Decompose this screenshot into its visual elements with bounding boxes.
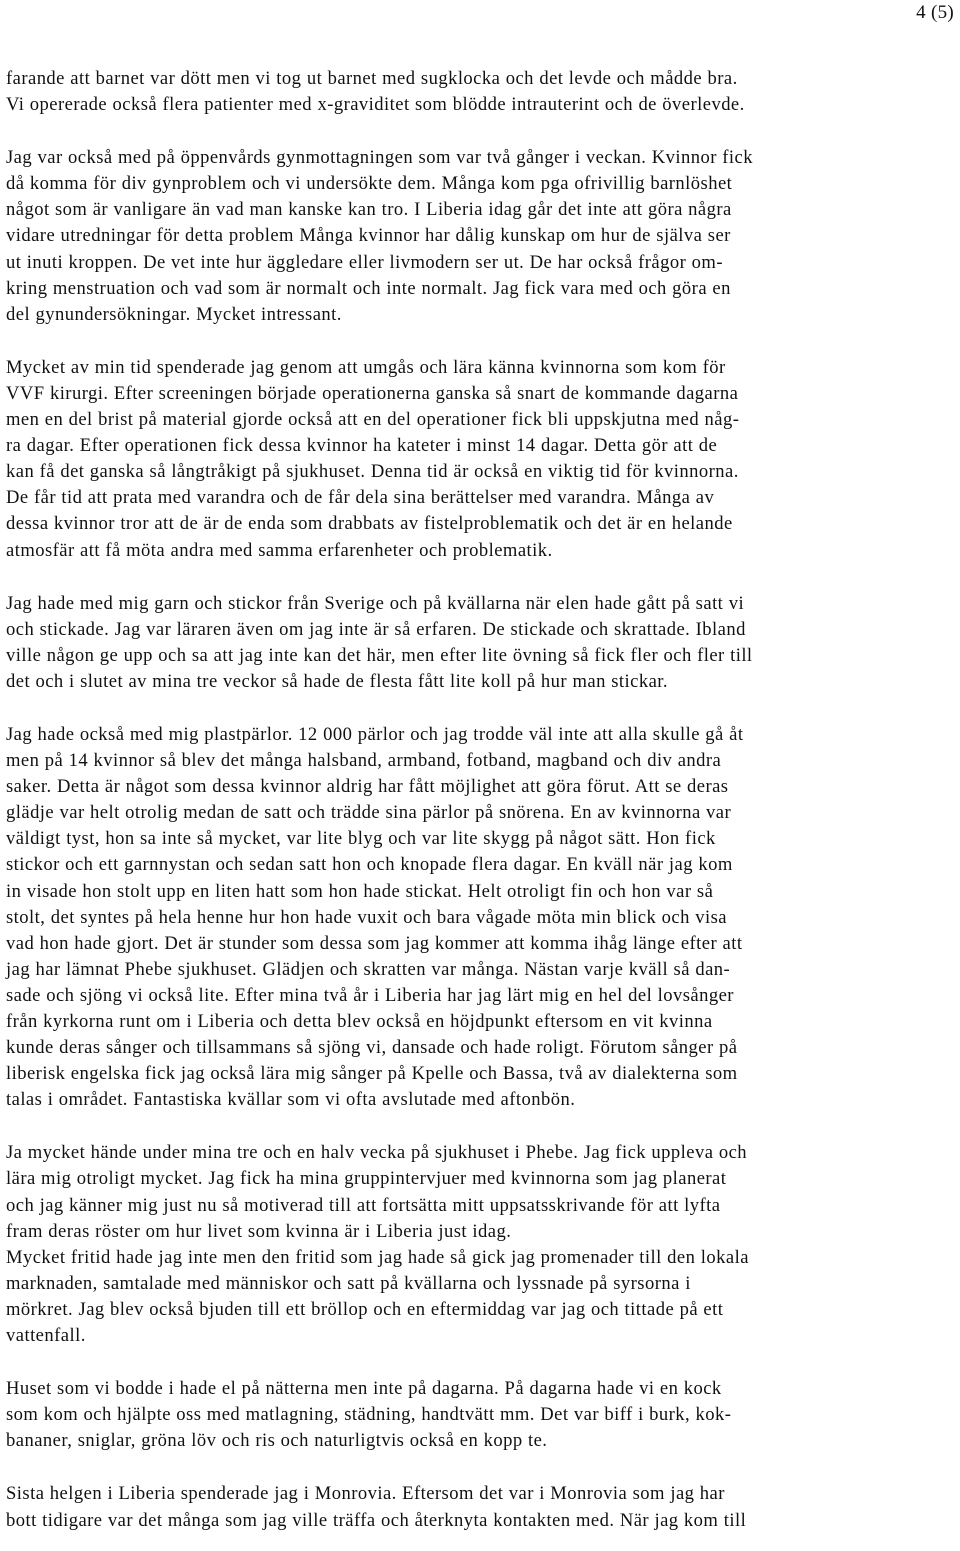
text-line: men en del brist på material gjorde också att en del operationer fick bli uppskjutna med någ- <box>6 409 740 431</box>
text-line: bott tidigare var det många som jag ville träffa och återknyta kontakten med. När jag kom till <box>6 1509 747 1531</box>
text-line: det och i slutet av mina tre veckor så hade de flesta fått lite koll på hur man stickar. <box>6 670 668 692</box>
text-line: vad hon hade gjort. Det är stunder som dessa som jag kommer att komma ihåg länge efter att <box>6 932 743 954</box>
paragraph-5 <box>6 722 950 1113</box>
text-line: Huset som vi bodde i hade el på nätterna men inte på dagarna. På dagarna hade vi en kock <box>6 1378 722 1400</box>
text-line: sade och sjöng vi också lite. Efter mina två år i Liberia har jag lärt mig en hel del lovsånger <box>6 984 734 1006</box>
text-line: något som är vanligare än vad man kanske kan tro. I Liberia idag går det inte att göra några <box>6 199 732 221</box>
text-line: och jag känner mig just nu så motiverad till att fortsätta mitt uppsatsskrivande för att lyfta <box>6 1194 721 1216</box>
text-line: saker. Detta är något som dessa kvinnor aldrig har fått möjlighet att göra förut. Att se deras <box>6 776 729 798</box>
text-line: då komma för div gynproblem och vi undersökte dem. Många kom pga ofrivillig barnlöshet <box>6 173 733 195</box>
text-line: glädje var helt otrolig medan de satt och trädde sina pärlor på snörena. En av kvinnorna var <box>6 802 732 824</box>
text-line: stolt, det syntes på hela henne hur hon hade vuxit och bara vågade möta min blick och visa <box>6 906 727 928</box>
text-line: Ja mycket hände under mina tre och en halv vecka på sjukhuset i Phebe. Jag fick uppleva och <box>6 1142 748 1164</box>
text-line: från kyrkorna runt om i Liberia och detta blev också en höjdpunkt eftersom en vit kvinna <box>6 1011 713 1032</box>
paragraph-1 <box>6 66 950 118</box>
text-line: stickor och ett garnnystan och sedan satt hon och knopade flera dagar. En kväll när jag kom <box>6 854 733 876</box>
text-line: dessa kvinnor tror att de är de enda som drabbats av fistelproblematik och det är en helande <box>6 513 733 535</box>
paragraph-3 <box>6 355 950 564</box>
text-line: Jag hade med mig garn och stickor från Sverige och på kvällarna när elen hade gått på satt vi <box>6 592 745 614</box>
text-line: fram deras röster om hur livet som kvinna är i Liberia just idag. <box>6 1220 512 1242</box>
text-line: atmosfär att få möta andra med samma erfarenheter och problematik. <box>6 539 553 561</box>
paragraph-7 <box>6 1376 950 1454</box>
text-line: som kom och hjälpte oss med matlagning, städning, handtvätt mm. Det var biff i burk, kok- <box>6 1404 732 1426</box>
text-line: lära mig otroligt mycket. Jag fick ha mina gruppintervjuer med kvinnorna som jag planerat <box>6 1168 727 1190</box>
text-line: farande att barnet var dött men vi tog ut barnet med sugklocka och det levde och mådde bra. <box>6 68 738 89</box>
text-line: in visade hon stolt upp en liten hatt som hon hade stickat. Helt otroligt fin och hon var så <box>6 880 714 902</box>
text-line: Mycket fritid hade jag inte men den fritid som jag hade så gick jag promenader till den lokala <box>6 1246 749 1268</box>
text-line: Vi opererade också flera patienter med x-graviditet som blödde intrauterint och de överlevde. <box>6 94 745 116</box>
page-number: 4 (5) <box>916 2 954 23</box>
text-line: ville någon ge upp och sa att jag inte kan det här, men efter lite övning så fick fler och fler till <box>6 644 753 666</box>
text-line: och stickade. Jag var läraren även om jag inte är så erfaren. De stickade och skrattade. Ibland <box>6 618 746 640</box>
text-line: ut inuti kroppen. De vet inte hur äggledare eller livmodern ser ut. De har också frågor om- <box>6 251 723 273</box>
text-line: väldigt tyst, hon sa inte så mycket, var lite blyg och var lite skygg på något sätt. Hon fick <box>6 828 716 850</box>
text-line: ra dagar. Efter operationen fick dessa kvinnor ha kateter i minst 14 dagar. Detta gör att de <box>6 435 718 457</box>
text-line: Mycket av min tid spenderade jag genom att umgås och lära känna kvinnorna som kom för <box>6 356 726 378</box>
text-line: kan få det ganska så långtråkigt på sjukhuset. Denna tid är också en viktig tid för kvinnorna. <box>6 461 739 483</box>
paragraph-4 <box>6 591 950 695</box>
paragraph-8 <box>6 1481 950 1533</box>
text-line: men på 14 kvinnor så blev det många halsband, armband, fotband, magband och div andra <box>6 750 722 772</box>
text-line: mörkret. Jag blev också bjuden till ett bröllop och en eftermiddag var jag och tittade på ett <box>6 1298 724 1320</box>
text-line: VVF kirurgi. Efter screeningen började operationerna ganska så snart de kommande dagarna <box>6 382 739 404</box>
text-line: kring menstruation och vad som är normalt och inte normalt. Jag fick vara med och göra en <box>6 277 731 299</box>
text-line: talas i området. Fantastiska kvällar som vi ofta avslutade med aftonbön. <box>6 1089 576 1111</box>
document-body <box>6 66 950 1534</box>
text-line: Sista helgen i Liberia spenderade jag i Monrovia. Eftersom det var i Monrovia som jag har <box>6 1483 725 1505</box>
text-line: Jag hade också med mig plastpärlor. 12 000 pärlor och jag trodde väl inte att alla skulle gå åt <box>6 723 744 745</box>
text-line: kunde deras sånger och tillsammans så sjöng vi, dansade och hade roligt. Förutom sånger på <box>6 1037 738 1059</box>
text-line: vidare utredningar för detta problem Många kvinnor har dålig kunskap om hur de själva ser <box>6 225 731 247</box>
text-line: jag har lämnat Phebe sjukhuset. Glädjen och skratten var många. Nästan varje kväll så dan- <box>6 958 731 980</box>
text-line: del gynundersökningar. Mycket intressant. <box>6 303 342 325</box>
paragraph-2 <box>6 145 950 328</box>
text-line: liberisk engelska fick jag också lära mig sånger på Kpelle och Bassa, två av dialekterna som <box>6 1063 738 1085</box>
text-line: bananer, sniglar, gröna löv och ris och naturligtvis också en kopp te. <box>6 1430 548 1452</box>
paragraph-6 <box>6 1140 950 1349</box>
text-line: vattenfall. <box>6 1325 86 1347</box>
text-line: Jag var också med på öppenvårds gynmottagningen som var två gånger i veckan. Kvinnor fick <box>6 147 753 169</box>
text-line: De får tid att prata med varandra och de får dela sina berättelser med varandra. Många av <box>6 487 715 509</box>
text-line: marknaden, samtalade med människor och satt på kvällarna och lyssnade på syrsorna i <box>6 1272 691 1294</box>
